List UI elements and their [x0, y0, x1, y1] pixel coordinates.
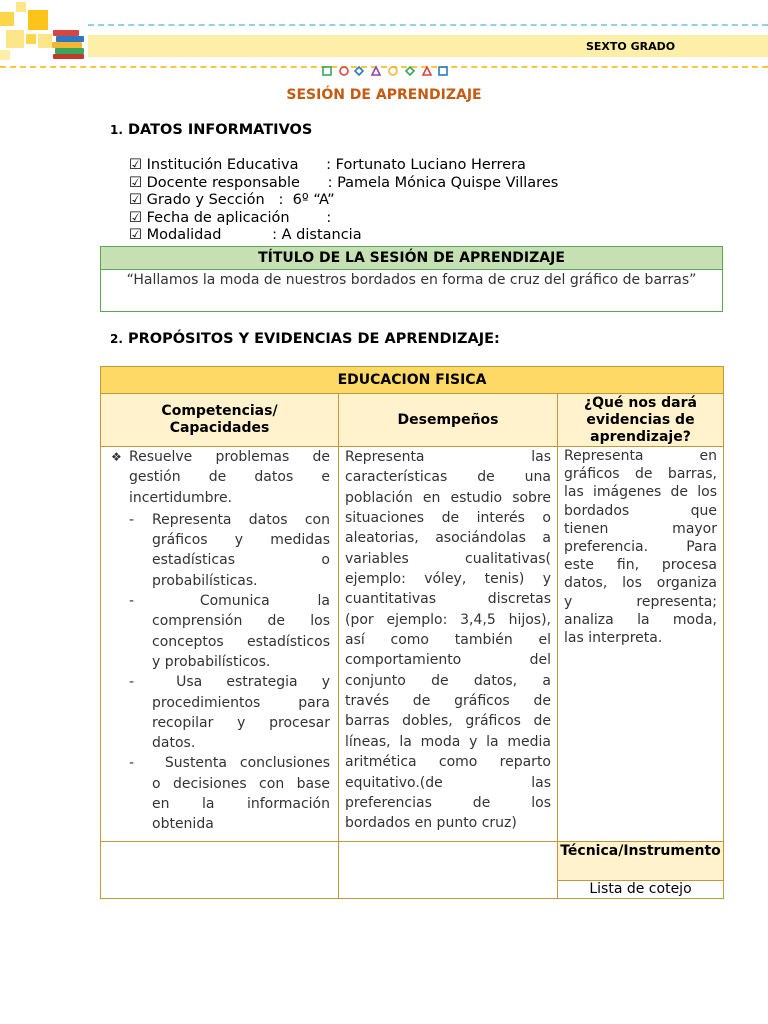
evidence-line: este fin, procesa — [564, 557, 717, 574]
desempeno-line: ejemplo: vóley, tenis) y — [345, 571, 551, 588]
competencies-table — [100, 366, 724, 899]
decorative-shapes — [322, 62, 452, 74]
section2-number: 2. — [110, 332, 123, 346]
capacity-line: estadísticas o — [152, 552, 330, 569]
capacity-line: Comunica la — [152, 593, 330, 610]
capacity-item — [129, 591, 330, 672]
desempeno-line: características de una — [345, 469, 551, 486]
evidence-line: bordados que — [564, 502, 717, 519]
evidence-line: las imágenes de los — [564, 484, 717, 501]
technique-value: Lista de cotejo — [558, 881, 724, 899]
empty-cell — [101, 842, 339, 899]
capacity-line: y probabilísticos. — [152, 653, 271, 670]
capacity-line: obtenida — [152, 816, 214, 833]
capacity-line: gráficos y medidas — [152, 532, 330, 549]
evidence-line: las interpreta. — [564, 630, 663, 647]
competency-line: Resuelve problemas de — [129, 449, 330, 465]
desempeno-cell — [339, 447, 558, 842]
technique-label: Técnica/Instrumento — [558, 842, 724, 881]
desempeno-line: aleatorias, asociándolas a — [345, 530, 551, 547]
header-competencies — [101, 394, 339, 447]
evidence-line: preferencia. Para — [564, 539, 717, 556]
competency-item — [111, 447, 330, 835]
section1-number: 1. — [110, 123, 123, 137]
desempeno-line: equitativo.(de las — [345, 774, 551, 791]
desempeno-line: preferencias de los — [345, 794, 551, 811]
info-modality: ☑ Modalidad : A distancia — [129, 227, 362, 244]
desempeno-line: bordados en punto cruz) — [345, 815, 517, 832]
dash-bullet: - — [129, 674, 135, 691]
page-title: SESIÓN DE APRENDIZAJE — [286, 87, 482, 103]
capacity-line: comprensión de los — [152, 613, 330, 630]
desempeno-line: barras dobles, gráficos de — [345, 713, 551, 730]
dash-bullet: - — [129, 593, 135, 610]
section1-heading — [110, 122, 312, 138]
header-evidence — [558, 394, 724, 447]
desempeno-line: conjunto de datos, a — [345, 672, 551, 689]
desempeno-line: así como también el — [345, 632, 551, 649]
diamond-bullet-icon: ❖ — [111, 450, 122, 464]
info-list — [129, 157, 558, 245]
capacity-line: Representa datos con — [152, 511, 330, 528]
capacity-line: datos. — [152, 735, 196, 752]
capacity-line: procedimientos para — [152, 694, 330, 711]
books-icon — [50, 28, 88, 60]
desempeno-line: cuantitativas discretas — [345, 591, 551, 608]
competency-line: incertidumbre. — [129, 489, 233, 506]
capacity-line: en la información — [152, 796, 330, 813]
desempeno-line: (por ejemplo: 3,4,5 hijos), — [345, 611, 551, 628]
info-grade-section: ☑ Grado y Sección : 6º “A” — [129, 192, 335, 209]
desempeno-line: través de gráficos de — [345, 693, 551, 710]
header-desempenos: Desempeños — [339, 394, 558, 447]
evidence-line: datos, los organiza — [564, 575, 717, 592]
evidence-line: Representa en — [564, 448, 717, 464]
header-competencies-text: Competencias/ Capacidades — [161, 403, 278, 436]
evidence-cell — [558, 447, 724, 842]
capacity-line: probabilísticas. — [152, 572, 258, 589]
dash-bullet: - — [129, 755, 135, 772]
capacity-line: conceptos estadísticos — [152, 633, 330, 650]
section1-title: DATOS INFORMATIVOS — [127, 122, 313, 138]
evidence-line: y representa; — [564, 593, 717, 610]
competency-cell — [101, 447, 339, 842]
desempeno-line: comportamiento del — [345, 652, 551, 669]
header-top-dashed-line — [88, 24, 768, 26]
info-institution: ☑ Institución Educativa : Fortunato Luciano Herrera — [129, 157, 526, 173]
dash-bullet: - — [129, 511, 135, 528]
capacity-line: o decisiones con base — [152, 775, 330, 792]
capacity-line: recopilar y procesar — [152, 714, 330, 731]
evidence-line: tienen mayor — [564, 520, 717, 537]
subject-header: EDUCACION FISICA — [101, 367, 724, 394]
empty-cell — [339, 842, 558, 899]
section2-heading — [110, 331, 500, 347]
desempeno-line: población en estudio sobre — [345, 489, 551, 506]
desempeno-line: Representa las — [345, 449, 551, 465]
grade-label: SEXTO GRADO — [586, 40, 676, 53]
competency-line: gestión de datos e — [129, 469, 330, 486]
capacity-item — [129, 753, 330, 834]
session-title: “Hallamos la moda de nuestros bordados en forma de cruz del gráfico de barras” — [100, 269, 723, 312]
desempeno-line: variables cualitativas( — [345, 550, 551, 567]
evidence-line: gráficos de barras, — [564, 466, 717, 483]
desempeno-line: líneas, la moda y la media — [345, 733, 551, 750]
capacity-item — [129, 672, 330, 753]
header-evidence-text: ¿Qué nos dará evidencias de aprendizaje? — [584, 394, 697, 445]
desempeno-line: aritmética como reparto — [345, 754, 551, 771]
info-date: ☑ Fecha de aplicación : — [129, 209, 332, 226]
info-teacher: ☑ Docente responsable : Pamela Mónica Quispe Villares — [129, 174, 559, 191]
capacity-line: Usa estrategia y — [152, 674, 330, 691]
capacity-item — [129, 510, 330, 591]
desempeno-line: situaciones de interés o — [345, 510, 551, 527]
capacity-line: Sustenta conclusiones — [152, 755, 330, 772]
session-title-label: TÍTULO DE LA SESIÓN DE APRENDIZAJE — [100, 246, 723, 270]
evidence-line: analiza la moda, — [564, 611, 717, 628]
section2-title: PROPÓSITOS Y EVIDENCIAS DE APRENDIZAJE: — [127, 331, 500, 347]
